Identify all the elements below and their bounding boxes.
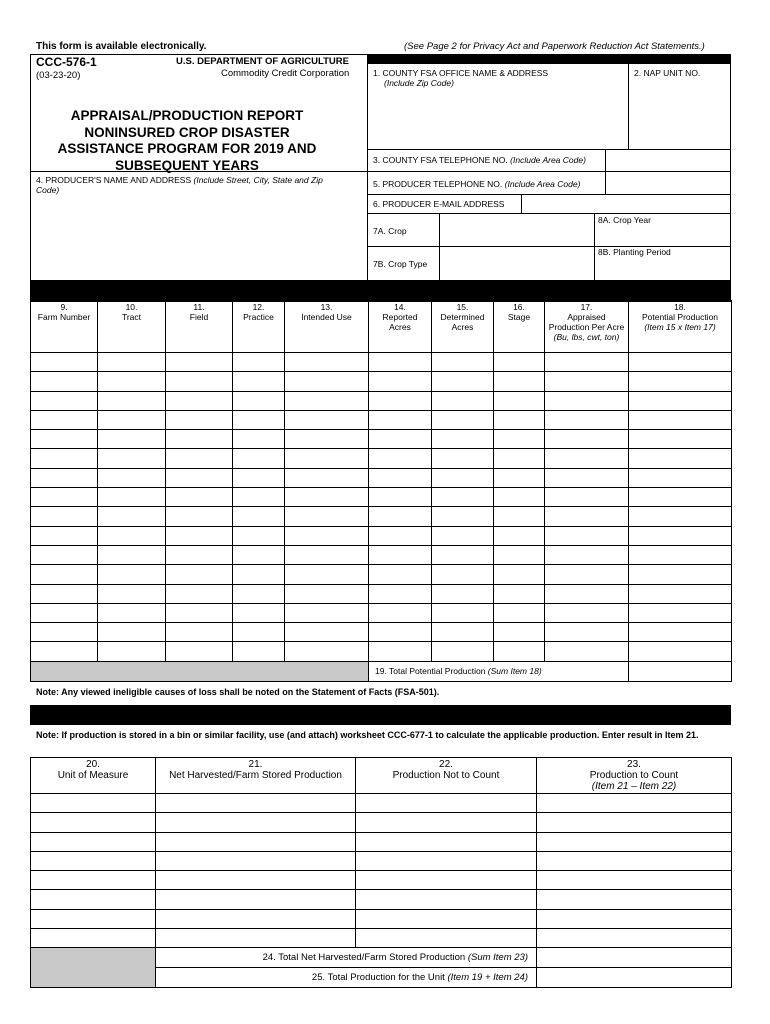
table-row <box>31 871 732 890</box>
producer-phone-input[interactable] <box>607 173 729 192</box>
table-cell[interactable] <box>98 603 166 622</box>
total-production-unit-input[interactable] <box>537 968 732 988</box>
table-cell[interactable] <box>166 642 233 661</box>
table-cell[interactable] <box>629 410 732 429</box>
table-cell[interactable] <box>432 410 494 429</box>
table-cell[interactable] <box>545 391 629 410</box>
table-cell[interactable] <box>629 468 732 487</box>
table-cell[interactable] <box>285 565 369 584</box>
table-cell[interactable] <box>629 488 732 507</box>
table-cell[interactable] <box>545 507 629 526</box>
table-cell[interactable] <box>545 488 629 507</box>
table-cell[interactable] <box>369 565 432 584</box>
table-cell[interactable] <box>545 410 629 429</box>
table-row <box>31 584 732 603</box>
table-row <box>31 507 732 526</box>
total-production-unit-label: 25. Total Production for the Unit (Item 19 + Item 24) <box>156 968 537 988</box>
table-cell[interactable] <box>166 488 233 507</box>
county-office-label: 1. COUNTY FSA OFFICE NAME & ADDRESS <box>373 68 549 78</box>
table-cell[interactable] <box>98 353 166 372</box>
table-cell[interactable] <box>369 372 432 391</box>
total-potential-input[interactable] <box>629 661 732 681</box>
table-cell[interactable] <box>629 603 732 622</box>
table-cell[interactable] <box>432 565 494 584</box>
table-cell[interactable] <box>31 890 156 909</box>
table-cell[interactable] <box>285 353 369 372</box>
table-row <box>31 526 732 545</box>
table-cell[interactable] <box>31 813 156 832</box>
table-cell[interactable] <box>369 623 432 642</box>
table-row <box>31 851 732 870</box>
table-cell[interactable] <box>31 449 98 468</box>
county-phone-sub: (Include Area Code) <box>510 155 586 165</box>
table-cell[interactable] <box>166 391 233 410</box>
table-cell[interactable] <box>31 642 98 661</box>
table-cell[interactable] <box>629 353 732 372</box>
table-cell[interactable] <box>156 929 356 948</box>
table-row <box>31 794 732 813</box>
table-cell[interactable] <box>233 372 285 391</box>
table-cell[interactable] <box>285 584 369 603</box>
col-header-12: 12. Practice <box>233 301 285 353</box>
table-cell[interactable] <box>537 871 732 890</box>
nap-unit-label: 2. NAP UNIT NO. <box>634 68 701 78</box>
table-cell[interactable] <box>494 507 545 526</box>
table-cell[interactable] <box>629 565 732 584</box>
county-phone-input[interactable] <box>607 151 729 170</box>
table-cell[interactable] <box>233 526 285 545</box>
table-cell[interactable] <box>285 526 369 545</box>
table-row <box>31 623 732 642</box>
table-cell[interactable] <box>166 449 233 468</box>
total-net-harvested-label: 24. Total Net Harvested/Farm Stored Production (Sum Item 23) <box>156 948 537 968</box>
table-row <box>31 372 732 391</box>
table-cell[interactable] <box>31 410 98 429</box>
col-header-11: 11. Field <box>166 301 233 353</box>
table-row <box>31 449 732 468</box>
table-cell[interactable] <box>98 468 166 487</box>
table-cell[interactable] <box>285 468 369 487</box>
table-cell[interactable] <box>545 372 629 391</box>
table-cell[interactable] <box>156 813 356 832</box>
table-cell[interactable] <box>545 526 629 545</box>
table-cell[interactable] <box>432 372 494 391</box>
table-cell[interactable] <box>369 545 432 564</box>
total-shaded-cell <box>31 661 369 681</box>
planting-period-input[interactable] <box>596 259 729 278</box>
table-cell[interactable] <box>369 488 432 507</box>
table-cell[interactable] <box>432 623 494 642</box>
table-cell[interactable] <box>285 545 369 564</box>
table-cell[interactable] <box>356 871 537 890</box>
table-cell[interactable] <box>285 623 369 642</box>
section-band-1 <box>30 280 731 300</box>
table-cell[interactable] <box>545 623 629 642</box>
table-cell[interactable] <box>369 642 432 661</box>
table-cell[interactable] <box>285 488 369 507</box>
table-cell[interactable] <box>369 410 432 429</box>
col-header-17: 17. Appraised Production Per Acre (Bu, lbs, cwt, ton) <box>545 301 629 353</box>
table-cell[interactable] <box>31 871 156 890</box>
table-cell[interactable] <box>629 430 732 449</box>
table-cell[interactable] <box>537 929 732 948</box>
table-cell[interactable] <box>98 584 166 603</box>
table-cell[interactable] <box>545 468 629 487</box>
table-cell[interactable] <box>494 526 545 545</box>
table-cell[interactable] <box>629 391 732 410</box>
table-cell[interactable] <box>285 449 369 468</box>
table-cell[interactable] <box>545 603 629 622</box>
producer-email-label: 6. PRODUCER E-MAIL ADDRESS <box>373 199 505 209</box>
table-cell[interactable] <box>156 794 356 813</box>
table-cell[interactable] <box>31 430 98 449</box>
table-row <box>31 410 732 429</box>
table-cell[interactable] <box>31 526 98 545</box>
table-cell[interactable] <box>233 584 285 603</box>
producer-phone-sub: (Include Area Code) <box>504 179 581 189</box>
table-cell[interactable] <box>31 565 98 584</box>
crop-label: 7A. Crop <box>373 226 407 236</box>
table-cell[interactable] <box>98 488 166 507</box>
table-row <box>31 488 732 507</box>
table-cell[interactable] <box>537 813 732 832</box>
table-cell[interactable] <box>356 832 537 851</box>
table-cell[interactable] <box>629 449 732 468</box>
table-cell[interactable] <box>369 584 432 603</box>
table-cell[interactable] <box>233 623 285 642</box>
table-cell[interactable] <box>31 929 156 948</box>
table-cell[interactable] <box>233 391 285 410</box>
table-cell[interactable] <box>537 909 732 928</box>
table-cell[interactable] <box>98 642 166 661</box>
table-cell[interactable] <box>537 794 732 813</box>
header-band <box>367 54 731 64</box>
table-cell[interactable] <box>537 851 732 870</box>
table-cell[interactable] <box>233 565 285 584</box>
table-cell[interactable] <box>31 545 98 564</box>
producer-name-label: 4. PRODUCER'S NAME AND ADDRESS <box>36 175 192 185</box>
table-cell[interactable] <box>233 468 285 487</box>
table-cell[interactable] <box>98 430 166 449</box>
table-cell[interactable] <box>629 526 732 545</box>
table-cell[interactable] <box>545 565 629 584</box>
table-row <box>31 565 732 584</box>
table-cell[interactable] <box>166 430 233 449</box>
table-cell[interactable] <box>31 794 156 813</box>
table-cell[interactable] <box>629 372 732 391</box>
table-cell[interactable] <box>166 545 233 564</box>
table-cell[interactable] <box>369 430 432 449</box>
table-cell[interactable] <box>156 871 356 890</box>
table-cell[interactable] <box>233 603 285 622</box>
table-cell[interactable] <box>356 909 537 928</box>
table-cell[interactable] <box>494 545 545 564</box>
table-row <box>31 929 732 948</box>
table-cell[interactable] <box>166 468 233 487</box>
table-cell[interactable] <box>545 449 629 468</box>
table-cell[interactable] <box>494 603 545 622</box>
table-cell[interactable] <box>166 372 233 391</box>
crop-type-label: 7B. Crop Type <box>373 259 428 269</box>
table-cell[interactable] <box>432 642 494 661</box>
county-office-sub: (Include Zip Code) <box>384 78 454 88</box>
table-cell[interactable] <box>233 545 285 564</box>
table-cell[interactable] <box>98 449 166 468</box>
nap-unit-input[interactable] <box>631 80 728 146</box>
table-cell[interactable] <box>233 410 285 429</box>
table-cell[interactable] <box>356 929 537 948</box>
col-header-22: 22. Production Not to Count <box>356 758 537 794</box>
section-band-2 <box>30 705 731 725</box>
table-cell[interactable] <box>629 545 732 564</box>
table-cell[interactable] <box>31 468 98 487</box>
table-cell[interactable] <box>432 353 494 372</box>
table-row <box>31 430 732 449</box>
table-row <box>31 832 732 851</box>
table-cell[interactable] <box>156 832 356 851</box>
table-cell[interactable] <box>31 832 156 851</box>
producer-phone-label: 5. PRODUCER TELEPHONE NO. <box>373 179 503 189</box>
table-cell[interactable] <box>233 430 285 449</box>
table-cell[interactable] <box>285 642 369 661</box>
table-cell[interactable] <box>31 603 98 622</box>
total-net-harvested-input[interactable] <box>537 948 732 968</box>
col-header-20: 20. Unit of Measure <box>31 758 156 794</box>
crop-input[interactable] <box>441 215 592 244</box>
table-cell[interactable] <box>166 526 233 545</box>
department: U.S. DEPARTMENT OF AGRICULTURE <box>176 56 349 67</box>
crop-type-input[interactable] <box>441 248 592 278</box>
table-cell[interactable] <box>369 468 432 487</box>
table-cell[interactable] <box>31 488 98 507</box>
table-cell[interactable] <box>537 890 732 909</box>
producer-email-input[interactable] <box>523 196 729 212</box>
note-storage: Note: If production is stored in a bin or similar facility, use (and attach) worksheet CCC-677-1 to calculate the applicable production. Enter result in Item 21. <box>36 730 699 740</box>
table-row <box>31 642 732 661</box>
total-potential-label: 19. Total Potential Production (Sum Item 18) <box>369 661 629 681</box>
table-row <box>31 468 732 487</box>
form-title: APPRAISAL/PRODUCTION REPORT NONINSURED CROP DISASTER ASSISTANCE PROGRAM FOR 2019 AND SUBSEQUENT YEARS <box>57 108 317 173</box>
table-cell[interactable] <box>31 584 98 603</box>
table-cell[interactable] <box>494 488 545 507</box>
table-cell[interactable] <box>31 353 98 372</box>
col-header-21: 21. Net Harvested/Farm Stored Production <box>156 758 356 794</box>
table-cell[interactable] <box>156 890 356 909</box>
crop-year-label: 8A. Crop Year <box>598 215 651 225</box>
col-header-13: 13. Intended Use <box>285 301 369 353</box>
table-cell[interactable] <box>166 584 233 603</box>
table-cell[interactable] <box>285 391 369 410</box>
total-shaded-cell <box>31 948 156 988</box>
table-cell[interactable] <box>494 430 545 449</box>
col-header-15: 15. Determined Acres <box>432 301 494 353</box>
table-cell[interactable] <box>494 565 545 584</box>
table-cell[interactable] <box>285 603 369 622</box>
table-cell[interactable] <box>432 507 494 526</box>
table-cell[interactable] <box>545 353 629 372</box>
table-cell[interactable] <box>537 832 732 851</box>
table-cell[interactable] <box>98 410 166 429</box>
table-cell[interactable] <box>31 851 156 870</box>
crop-year-input[interactable] <box>596 227 729 244</box>
col-header-18: 18. Potential Production (Item 15 x Item 17) <box>629 301 732 353</box>
table-cell[interactable] <box>432 488 494 507</box>
table-cell[interactable] <box>629 584 732 603</box>
table-cell[interactable] <box>369 449 432 468</box>
agency: Commodity Credit Corporation <box>221 68 350 79</box>
availability-note: This form is available electronically. <box>36 41 207 52</box>
table-cell[interactable] <box>432 449 494 468</box>
table-cell[interactable] <box>432 584 494 603</box>
table-cell[interactable] <box>494 584 545 603</box>
table-cell[interactable] <box>494 468 545 487</box>
table-row <box>31 909 732 928</box>
col-header-14: 14. Reported Acres <box>369 301 432 353</box>
table-cell[interactable] <box>98 391 166 410</box>
table-cell[interactable] <box>545 584 629 603</box>
county-phone-label: 3. COUNTY FSA TELEPHONE NO. <box>373 155 508 165</box>
table-cell[interactable] <box>285 430 369 449</box>
table-cell[interactable] <box>629 623 732 642</box>
table-cell[interactable] <box>369 507 432 526</box>
table-row <box>31 545 732 564</box>
table-cell[interactable] <box>166 507 233 526</box>
table-cell[interactable] <box>356 794 537 813</box>
table-cell[interactable] <box>98 565 166 584</box>
table-cell[interactable] <box>356 890 537 909</box>
table-cell[interactable] <box>31 623 98 642</box>
table-cell[interactable] <box>233 449 285 468</box>
table-cell[interactable] <box>432 526 494 545</box>
table-cell[interactable] <box>166 353 233 372</box>
table-cell[interactable] <box>545 430 629 449</box>
table-cell[interactable] <box>494 623 545 642</box>
table-cell[interactable] <box>98 507 166 526</box>
col-header-9: 9. Farm Number <box>31 301 98 353</box>
col-header-10: 10. Tract <box>98 301 166 353</box>
table-cell[interactable] <box>233 488 285 507</box>
table-row <box>31 603 732 622</box>
table-cell[interactable] <box>98 372 166 391</box>
table-cell[interactable] <box>629 507 732 526</box>
col-header-16: 16. Stage <box>494 301 545 353</box>
table-row <box>31 391 732 410</box>
table-cell[interactable] <box>369 603 432 622</box>
table-row <box>31 890 732 909</box>
table-cell[interactable] <box>545 545 629 564</box>
table-cell[interactable] <box>432 545 494 564</box>
table-cell[interactable] <box>31 909 156 928</box>
table-cell[interactable] <box>369 353 432 372</box>
col-header-23: 23. Production to Count (Item 21 – Item 22) <box>537 758 732 794</box>
table-cell[interactable] <box>98 526 166 545</box>
table-cell[interactable] <box>156 851 356 870</box>
table-cell[interactable] <box>432 603 494 622</box>
privacy-note: (See Page 2 for Privacy Act and Paperwork Reduction Act Statements.) <box>404 41 705 52</box>
table-cell[interactable] <box>31 507 98 526</box>
table-cell[interactable] <box>98 545 166 564</box>
form-number: CCC-576-1 <box>36 55 97 69</box>
table-cell[interactable] <box>356 851 537 870</box>
table-cell[interactable] <box>494 372 545 391</box>
table-cell[interactable] <box>166 603 233 622</box>
table-cell[interactable] <box>285 372 369 391</box>
producer-name-sub: (Include Street, City, State and Zip Code) <box>36 175 323 195</box>
table-cell[interactable] <box>285 507 369 526</box>
table-cell[interactable] <box>432 468 494 487</box>
table-cell[interactable] <box>432 430 494 449</box>
table-cell[interactable] <box>166 623 233 642</box>
table-cell[interactable] <box>545 642 629 661</box>
table-cell[interactable] <box>432 391 494 410</box>
table-cell[interactable] <box>369 391 432 410</box>
table-cell[interactable] <box>166 565 233 584</box>
planting-period-label: 8B. Planting Period <box>598 247 671 257</box>
table-cell[interactable] <box>356 813 537 832</box>
table-cell[interactable] <box>494 449 545 468</box>
table-cell[interactable] <box>285 410 369 429</box>
table-row <box>31 813 732 832</box>
table-cell[interactable] <box>494 410 545 429</box>
table-cell[interactable] <box>98 623 166 642</box>
table-cell[interactable] <box>494 353 545 372</box>
note-ineligible-loss: Note: Any viewed ineligible causes of loss shall be noted on the Statement of Facts (FSA-501). <box>36 687 440 697</box>
table-cell[interactable] <box>31 372 98 391</box>
producer-name-input[interactable] <box>33 198 363 278</box>
county-office-input[interactable] <box>370 90 625 146</box>
table-cell[interactable] <box>494 642 545 661</box>
table-row <box>31 353 732 372</box>
table-cell[interactable] <box>494 391 545 410</box>
table-cell[interactable] <box>629 642 732 661</box>
table-cell[interactable] <box>166 410 233 429</box>
table-cell[interactable] <box>31 391 98 410</box>
table-cell[interactable] <box>233 507 285 526</box>
form-date: (03-23-20) <box>36 70 81 81</box>
table-cell[interactable] <box>233 353 285 372</box>
table-cell[interactable] <box>369 526 432 545</box>
table-cell[interactable] <box>156 909 356 928</box>
table-cell[interactable] <box>233 642 285 661</box>
